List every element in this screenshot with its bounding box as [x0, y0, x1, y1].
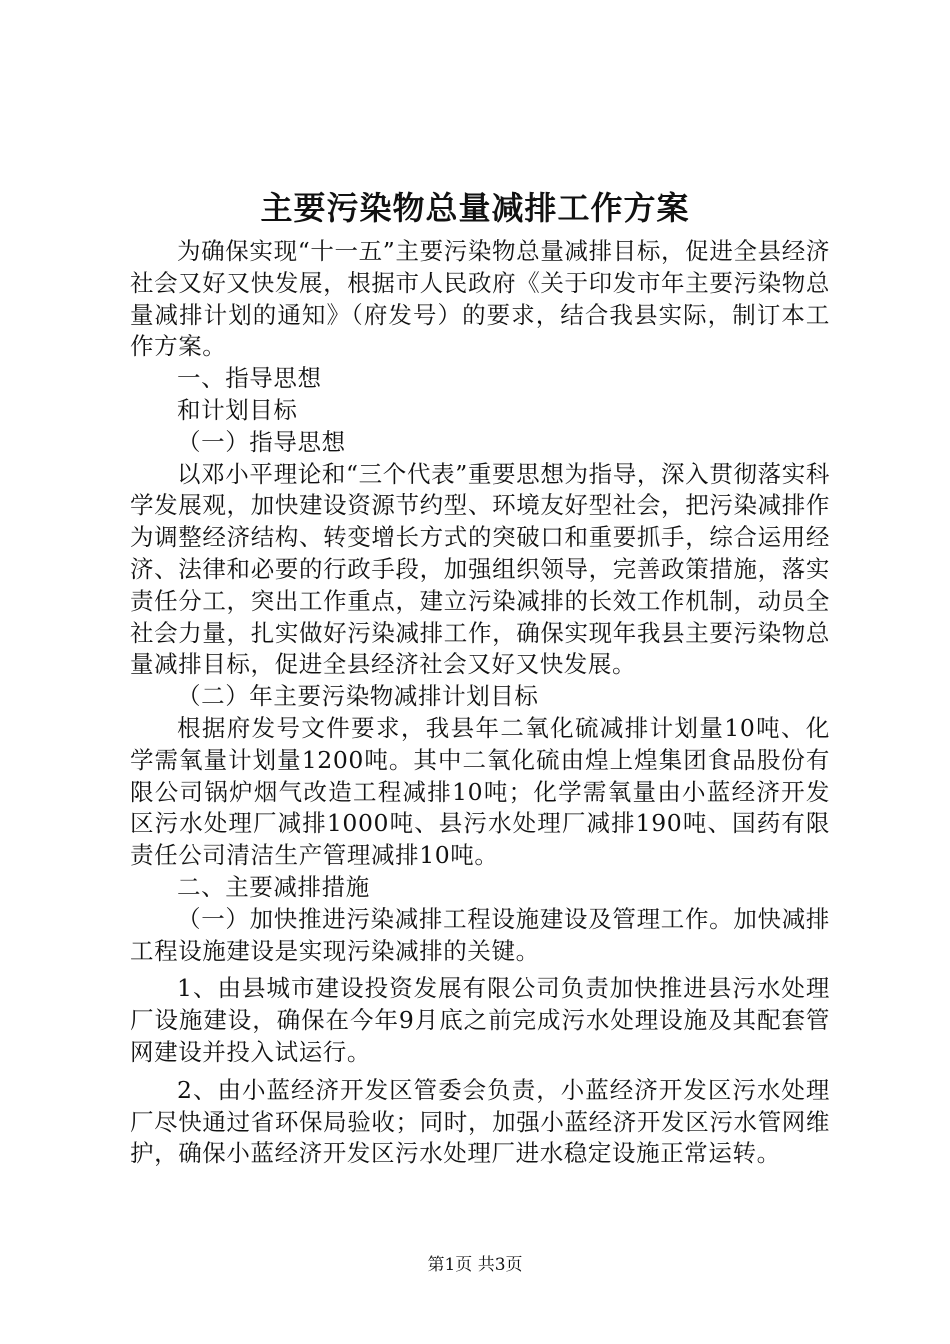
measures-item-2: 2、由小蓝经济开发区管委会负责，小蓝经济开发区污水处理厂尽快通过省环保局验收；同时，加强小蓝经济开发区污水管网维护，确保小蓝经济开发区污水处理厂进水稳定设施正常运转。	[130, 1075, 830, 1168]
document-body	[130, 236, 830, 1170]
page-footer: 第1页 共3页	[427, 1255, 523, 1275]
measures-paragraph-1: （一）加快推进污染减排工程设施建设及管理工作。加快减排工程设施建设是实现污染减排的关键。	[130, 904, 830, 965]
intro-paragraph: 为确保实现“十一五”主要污染物总量减排目标，促进全县经济社会又好又快发展，根据市人民政府《关于印发市年主要污染物总量减排计划的通知》（府发号）的要求，结合我县实际，制订本工作方案。	[130, 237, 830, 361]
subsection-heading-guiding: （一）指导思想	[177, 427, 346, 456]
guiding-paragraph: 以邓小平理论和“三个代表”重要思想为指导，深入贯彻落实科学发展观，加快建设资源节约型、环境友好型社会，把污染减排作为调整经济结构、转变增长方式的突破口和重要抓手，综合运用经济、法律和必要的行政手段，加强组织领导，完善政策措施，落实责任分工，突出工作重点，建立污染减排的长效工作机制，动员全社会力量，扎实做好污染减排工作，确保实现年我县主要污染物总量减排目标，促进全县经济社会又好又快发展。	[130, 459, 830, 679]
section-heading-measures: 二、主要减排措施	[177, 872, 370, 901]
document-title: 主要污染物总量减排工作方案	[260, 189, 690, 227]
subsection-heading-targets: （二）年主要污染物减排计划目标	[177, 682, 539, 711]
section-heading-continuation: 和计划目标	[177, 395, 298, 424]
section-heading-guiding: 一、指导思想	[177, 364, 322, 393]
measures-item-1: 1、由县城市建设投资发展有限公司负责加快推进县污水处理厂设施建设，确保在今年9月底之前完成污水处理设施及其配套管网建设并投入试运行。	[130, 974, 830, 1066]
targets-paragraph: 根据府发号文件要求，我县年二氧化硫减排计划量10吨、化学需氧量计划量1200吨。其中二氧化硫由煌上煌集团食品股份有限公司锅炉烟气改造工程减排10吨；化学需氧量由小蓝经济开发区污水处理厂减排1000吨、县污水处理厂减排190吨、国药有限责任公司清洁生产管理减排10吨。	[130, 713, 830, 870]
